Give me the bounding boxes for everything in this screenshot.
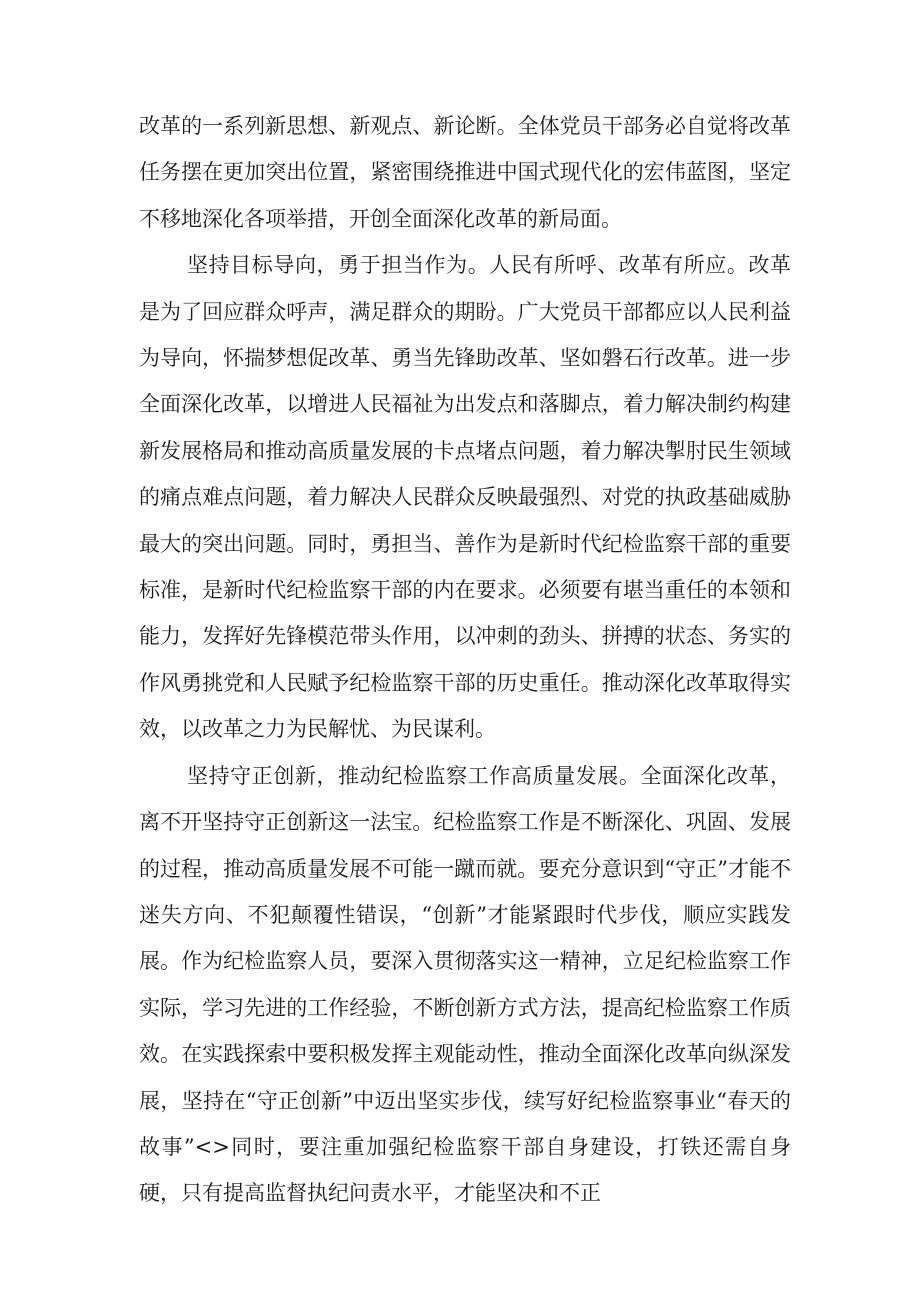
paragraph-goal-orientation: 坚持目标导向，勇于担当作为。人民有所呼、改革有所应。改革是为了回应群众呼声，满足群众的期盼。广大党员干部都应以人民利益为导向，怀揣梦想促改革、勇当先锋助改革、坚如磐石行改革。进一步全面深化改革，以增进人民福祉为出发点和落脚点，着力解决制约构建新发展格局和推动高质量发展的卡点堵点问题，着力解决掣肘民生领域的痛点难点问题，着力解决人民群众反映最强烈、对党的执政基础威胁最大的突出问题。同时，勇担当、善作为是新时代纪检监察干部的重要标准，是新时代纪检监察干部的内在要求。必须要有堪当重任的本领和能力，发挥好先锋模范带头作用，以冲刺的劲头、拼搏的状态、务实的作风勇挑党和人民赋予纪检监察干部的历史重任。推动深化改革取得实效，以改革之力为民解忧、为民谋利。 — [139, 253, 791, 742]
paragraph-intro-continuation: 改革的一系列新思想、新观点、新论断。全体党员干部务必自觉将改革任务摆在更加突出位置，紧密围绕推进中国式现代化的宏伟蓝图，坚定不移地深化各项举措，开创全面深化改革的新局面。 — [139, 114, 791, 231]
paragraph-integrity-innovation: 坚持守正创新，推动纪检监察工作高质量发展。全面深化改革，离不开坚持守正创新这一法宝。纪检监察工作是不断深化、巩固、发展的过程，推动高质量发展不可能一蹴而就。要充分意识到“守正”才能不迷失方向、不犯颠覆性错误，“创新”才能紧跟时代步伐，顺应实践发展。作为纪检监察人员，要深入贯彻落实这一精神，立足纪检监察工作实际，学习先进的工作经验，不断创新方式方法，提高纪检监察工作质效。在实践探索中要积极发挥主观能动性，推动全面深化改革向纵深发展，坚持在“守正创新”中迈出坚实步伐，续写好纪检监察事业“春天的故事”<>同时，要注重加强纪检监察干部自身建设，打铁还需自身硬，只有提高监督执纪问责水平，才能坚决和不正 — [139, 763, 791, 1206]
document-body — [139, 103, 791, 1217]
